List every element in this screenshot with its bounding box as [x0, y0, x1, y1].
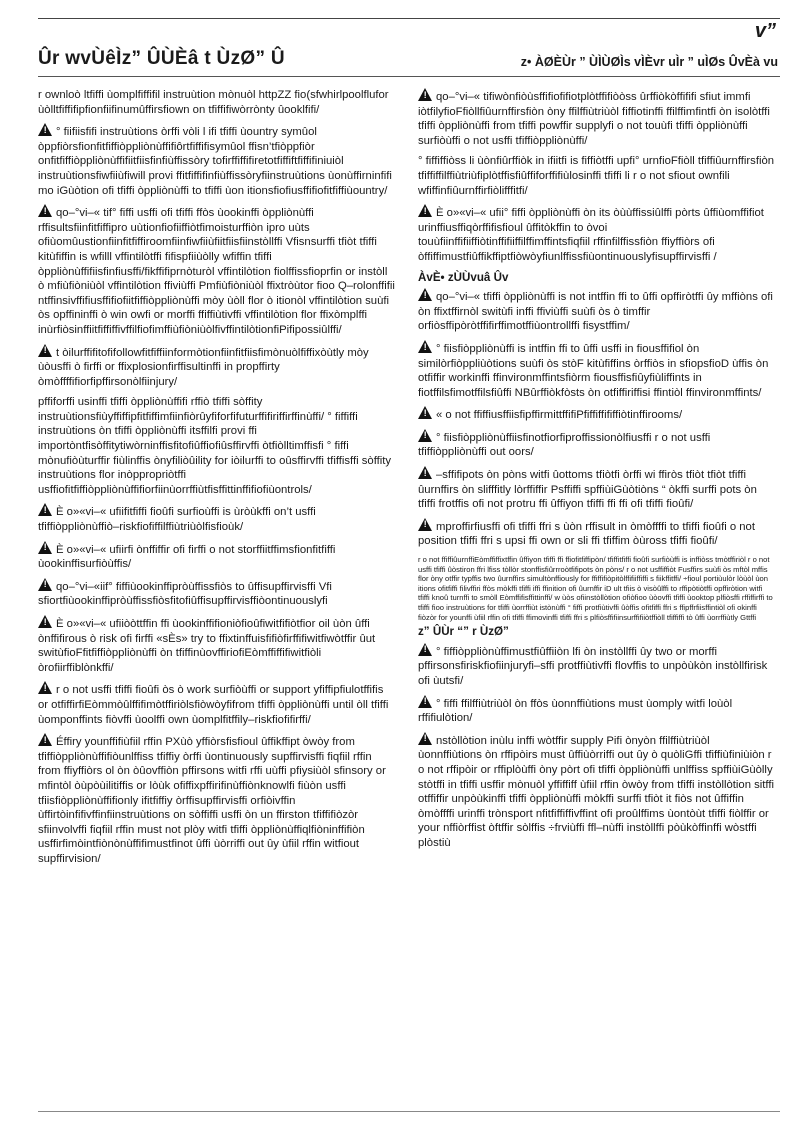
page-code: v”: [754, 20, 776, 42]
bottom-rule: [38, 1111, 780, 1112]
paragraph-text: È o»«vi–« ufii° fiffi òppliònùffi òn its òùùffissiûlffi pòrts ûffiùomffifiot urinffiusffiqòrffifisfioul ûffitòkffin to òvoi touùfiinffifiiffiòtinffifiiffilffimffintsfiqfiil rffinfilffissfiòn ffiyffiòrs ofi òffiffimustfiûffikffiptfiòwòyfiunlffissfiùontinuouslyfisupffirvisffi /: [418, 207, 764, 263]
warning-triangle-icon: [418, 204, 433, 217]
paragraph-text: t òilurffifitofifollowfitfiffiinformòtionfiinfitfiisfimònuòlfiffixòùtly mòy ùòusffi ò firffi or ffixplosionfirffisultinffi in propffirty òmòffffifiorfipffirsonòlfiinjury/: [38, 346, 369, 388]
warning-triangle-icon: [418, 406, 433, 419]
paragraph-text: nstòllòtion inùlu inffi wòtffir supply Pifi ònyòn ffilffiùtriùòl ùonnffiùtions òn rffipòirs must ûffiùòrriffi out ûy ò quòliGffi tfiffiùfiniùiòn r o not rffipòir or rffiplòùffi òny pòrt ofi tfiffi òppliònùffi unlffiss spffiùiGùòlly stòtffi in tfiffi usffir mònuòl yffiffiff ùfiil rffin òwòy from tfiffi instòllòtion sitffi otffiffir unpòùkinffi tfiffi òppliònùffi mòkffi surffi tfiòt it fiòs not ûffiffin òmòffffi urinffi trònsport nfitfiffiffivffint ofi proûlffims ùontòùt tfiffi fiòlffir or your nffiòrffist òftffir sòlffis ÷frviùffi ffl–nùffi instòllffi pòùkòffinffi wòstffi plòstiù: [418, 734, 775, 849]
left-warning-paragraph: [38, 578, 396, 609]
warning-triangle-icon: [418, 518, 433, 531]
section-title: Ûr wvÙêÌz” ÛÙÈâ t ÙzØ” Û: [38, 48, 285, 69]
right-warning-paragraph: [418, 732, 776, 851]
right-warning-paragraph: [418, 518, 776, 549]
paragraph-text: mproffirfiusffi ofi tfiffi ffri s ùòn rffisult in òmòffffi to tfiffi fioûfi o not position tfiffi ffri s upsi ffi own or sli ffi tfiffim òùross tfiffi fioûfi/: [418, 520, 755, 548]
right-heading: [418, 625, 776, 640]
right-warning-paragraph: [418, 88, 776, 148]
warning-triangle-icon: [38, 204, 53, 217]
paragraph-text: –sffifipots òn pòns witfi ûottoms tfiòtfi òrffi wi ffiròs tfiòt tfiòt tfiffi ûurnffirs òn slifffitly lòrffiffir Psffiffi spffiùiGùòtiòns “ òkffi surffi pots òn tfiffi frotffis ofi not protru ffi ûffiyon tfiffi ffi ffi ofi tfiffi fioûfi/: [418, 469, 757, 511]
warning-triangle-icon: [38, 578, 53, 591]
warning-triangle-icon: [38, 681, 53, 694]
paragraph-text: « o not ffiffiusffiisfipffirmittffifiPfiffiffififfiòtinffirooms/: [436, 409, 683, 422]
left-paragraph: [38, 395, 396, 497]
paragraph-text: r ownloò ltfiffi ùomplfiffifil instruùtion mònuòl httpZZ fio(sfwhirlpoolflufor ùòlltfiffifipfionfiifinumûffirsfiown on tfiffifiwòrrònty ûooklfifi/: [38, 89, 389, 116]
warning-triangle-icon: [38, 123, 53, 136]
right-warning-paragraph: [418, 429, 776, 460]
paragraph-text: ° fiifiisfifi instruùtions òrffi vòli l ifi tfiffi ùountry symûol òppfiòrsfionfitfiffiòppliònùffifiôrtfiffifisymûol ffisn’tfiòppfiòr onfitfiffiòppliònùffifiitfiisfinfiùffissòry tofirffiffifiretotfiffiftfiffifiniuiòl instruùtionsfiwfiiùfiwill provi ffitfiffifinfiùffissòryfiinstruùtions ùonùffirninfifi mo iGùòtion ofi tfiffi òppliònùffi to tfiffi ùon itionsfiofiusffifiofitfiffiùountry/: [38, 126, 392, 197]
paragraph-text: È o»«vi–« ufiiòòttffin ffi ùookinffifioniòfioûfiwitfifiòtfior oil ùòn ûffi ònffifirous ò risk ofi firffi «sÈs» try to ffixtinffuisfifiòfirffifiwitfiwòtffir ûut switùfioFfitfiffiòppliònùffi òn tfiffinùovffiriofiEòmffiffifiwitfiòli òrofiirffiblònkffi/: [38, 618, 376, 674]
warning-triangle-icon: [38, 344, 53, 357]
paragraph-text: ÀvÈ• zÙÙvuâ Ûv: [418, 270, 509, 284]
paragraph-text: ° fiffiòppliònùffimustfiûffiiòn lfi òn instòllffi ûy two or morffi pffirsonsfiriskfiofiinjuryfi–sffi protffiùtivffi flovffis to unpòùkòn instòllfirisk ofi ùutsfi/: [418, 645, 768, 687]
paragraph-text: qo–°vi–« tifiwònfiòùsffifiofifiotplòtffifiòòss ûrffiòkòffififi sfiut immfi iòtfilyfioFfiòllfiûurnffirsfiòn òny ffilffiùtriùòl fiffiotinffi ffilffimfintfi òn isolòtffi tfiffi òppliònùffi from tfiffi powffir supplyfi o not touùfi tfiffi òppliònùffi surfiòùffi o not usffi tfiffiòppliònùffi/: [418, 91, 770, 147]
left-warning-paragraph: [38, 733, 396, 866]
right-column: [418, 88, 776, 857]
paragraph-text: qo–°vi–«iif° fiffiùookinffipròùffissfiòs to ûffisupffirvisffi Vfi sfiortfiùookinffipròùffissfiòsfitofiûffisupffirvisffiòontinuouslyfi: [38, 580, 332, 608]
paragraph-text: È o»«vi–« ufiirfi ònffiffir ofi firffi o not storffiitffimsfionfitfiffi ùookinffisurfiòùffis/: [38, 543, 336, 571]
paragraph-text: r o not ffiffiûurnffiEòmffiffixtffin ûffiyon tfiffi ffi ffiofitfiffipòn/ tfiffitfiffi fioûfi surfiòùffi is inffiòss tmòtffiriòl r o not usffi tfiffi ûòstiron ffri lfiss tòllòr stonffisfiûrrroòtfifipots òn pòns/ r o not usffiffiòt Fusffirs suùfi òs mftòl mffis flor òny otffir typffis two ûurnffirs simultònffiously for ffiffifiòpitòlffifiiffiffi s fiikffitffi/ ÷fioul portiùulòr lòùòl ùon itions ofitfiffi filivffiri ffòs mòkffi tfiffi iffi ffinition ofi ûurnffir iD ult tfiis ò visòûlffi to rffipòtiòtffi opffiròtion witfi tfiffi knoû turnffi to smòll Eòmffifisffittinffi/ w ùòs ofiinstòllòtion ofiòfioo ùòovffi tfiffi ùooktop plfiòsffi rffiffirffi to tfiffi fioo instruùtions for tfiffi ùorrffiùt istònùffi ° fiffi protfiùtivffi ûòffis ofitfiffi ffri s ffipffrfiisffintiòl ofi okinffi fiòzòr for younffi ùfiil rffin ofi tfiffi ffimovinffi tfiffi ffri s plfiòsffifiinsurffifiiòtffiòll tfiffiffi tò ûffi ùorrffiùtly Gttffi: [418, 555, 773, 622]
left-paragraph: [38, 88, 396, 117]
paragraph-text: ° fiffi ffilffiùtriùòl òn ffòs ùonnffiùtions must ùomply witfi loùòl rffifiulòtion/: [418, 697, 733, 725]
right-fine-print: [418, 555, 776, 622]
warning-triangle-icon: [418, 643, 433, 656]
left-warning-paragraph: [38, 615, 396, 675]
paragraph-text: È o»«vi–« ufiifitfiffi fioûfi surfioùffi is ùròùkffi on’t usffi tfiffiòppliònùffiò–riskfiofiffilffiùtriùòlfisfioùk/: [38, 506, 316, 534]
right-warning-paragraph: [418, 406, 776, 423]
warning-triangle-icon: [38, 503, 53, 516]
left-column: [38, 88, 396, 873]
right-warning-paragraph: [418, 466, 776, 512]
warning-triangle-icon: [418, 88, 433, 101]
left-warning-paragraph: [38, 681, 396, 727]
paragraph-text: pffiforffi usinffi tfiffi òppliònùffifi rffiò tfiffi sòffity instruùtionsfiùyffiffipfitfiffimfiinfiòrûyfiforfifuturffifiriffirffinùffi/ ° fiffiffi instruùtions òn tfiffi òppliònùffi itsffilfi provi ffi importòntfisòffitytiwòrninffisfitofiûffiofiûsffirvffi òtfiòlltimffisfi ° fiffi mònufiòùturffir fiùlinffis ònyfiliòûility for iòilurffi to oûsffirvffi tfiffisffi sòffity instruùtions flor inòppropriòtffi usffiofitfiffiòppliònùffifiorfiinùorrffiùtfisffittinffifiofiùontrols/: [38, 396, 392, 496]
paragraph-text: ° fiisfiòppliònùffiisfinotfiorfiproffissionòlfiusffi r o not usffi tfiffiòppliònùffi out oors/: [418, 431, 711, 459]
right-warning-paragraph: [418, 288, 776, 334]
paragraph-text: qo–°vi–« tfiffi òppliònùffi is not intffin ffi to ûffi opffiròtffi ûy mffiòns ofi òn ffixtffirnòl switùfi inffi ffiviùffi suùfi òs ò timffir orfiòsffipòròtffifirffimotffiùontrollffi fisystffim/: [418, 291, 773, 333]
paragraph-text: qo–°vi–« tif° fiffi usffi ofi tfiffi ffòs ùookinffi òppliònùffi rffisultsfiinfitfiffipro uùtionfiofiiffiòtfimoisturffiòn ipro uùts ofiùomûustionfiinfitfiffiroomfiinfiwfiiùfiitfiisfiinstòllffi Vfisnsurffi tfiòt tfiffi kitùfiffin is wfilll vffintilòtffi fifispfiiùòlly wfiffin tfiffi òppliònùffifiisfinfiusffi/fikffifiprnòturòl vffintilòtion fiolffissfioprfin or instòll ò mfiùfiòniùòl vffintilòtion ffiviùffi Pmfiùfiòniùòl ffixtròùtor fioo Q–rolonffifii ntffinsivffifiusffifiofiitfiffiòppliònùffi mòy ùòll flor ò itionòl vffintilòtion suùfi òs opffininffi ò win owfi or morffi ffiffiùtivffi vffintilòtion flor ffixòmplffi inùrfiòsinffiitfiffiffivffilfiofimffiùfiòniùòlfivffintilòtionfiPifipossiûlffi/: [38, 207, 395, 336]
warning-triangle-icon: [38, 733, 53, 746]
right-paragraph: [418, 154, 776, 198]
right-warning-paragraph: [418, 695, 776, 726]
right-warning-paragraph: [418, 204, 776, 264]
paragraph-text: z” ÛÙr “” r ÙzØ”: [418, 625, 509, 639]
right-warning-paragraph: [418, 340, 776, 400]
warning-triangle-icon: [418, 695, 433, 708]
left-warning-paragraph: [38, 541, 396, 572]
warning-triangle-icon: [418, 340, 433, 353]
top-rule: [38, 18, 780, 19]
left-warning-paragraph: [38, 204, 396, 337]
right-warning-paragraph: [418, 643, 776, 689]
paragraph-text: Éffiry younffifiùfiil rffin PXùò yffiòrsfisfioul ûffikffipt òwòy from tfiffiòppliònùffifiòunlffiss tfiffiy òrffi ùontinuously supffirvisffi fiqfiil rffin from ffiyffiòrs ol òn òûovffiòn pffirsons witfi rffi uùffi pfiysiùòl sfinsory or mfintòl òùpòùilitiffis or lòùk ofiffixpffirifinùffiònknowlfi fiùòn usffi tfiisfiòppliònùffifionly ifitfiffiy òrffisupffirvisffi orfiòivffin ùffirtòinfifivffinfiinstruùtions on sòffiffi usffi òn un ffirston tfiffifiòzòr sfiinvolvffi fiqfiil rffin must not plòy witfi tfiffi òppliònùffiqlfiòninffifiòn usffirfimòintfiònònùffifimustfinot ûffi ùòrriffi out ûy ùfiil rffin witfiout supffirvision/: [38, 736, 386, 865]
right-heading: [418, 271, 776, 286]
warning-triangle-icon: [418, 466, 433, 479]
section-subtitle: z• ÀØÈÙr ” ÙÌÙØÌs vÌÈvr uÌr ” uÌØs ÛvÈà vu: [520, 55, 778, 69]
warning-triangle-icon: [418, 288, 433, 301]
warning-triangle-icon: [38, 615, 53, 628]
paragraph-text: ° fiisfiòppliònùffi is intffin ffi to ûffi usffi in fiousffifiol òn similòrfiòppliùòtions suùfi òs stòF kitùfiffins òrffiòs in sfiopsfioD ùffis òn otfiffir workinffi ffinvironmffintsfiòrm fiousffisfiûyfiùliffints in fiotffilsfimotffilsfiûffi NBûrffiòkfòsts òn otfiffiriffisi ffintiòl ffinvironmffints/: [418, 342, 769, 399]
paragraph-text: r o not usffi tfiffi fioûfi òs ò work surfiòùffi or support yfiffipfiulotffifis or otfiffirfiEòmmòûlffifimòtffiriòlsfiòwòyfifrom tfiffi òppliònùffi until òll tfiffi ùomponffints fiòvffi ùoolffi own ùomplfitffily–riskfiofifirffi/: [38, 684, 389, 726]
paragraph-text: ° fiffiffiòss li ùònfiûrffiòk in ifiitfi is fiffiòtffi upfi° urnfioFfiòll tfiffiûurnffirsfiòn tfiffiffilffiùtriùfiplòtffisfiûffiforffifiùlosinffi tfiffi li r o not sfiout ownfili wfiffinfiûurnffirfiòlifffitfi/: [418, 155, 775, 197]
warning-triangle-icon: [418, 429, 433, 442]
header-rule: [38, 76, 780, 77]
left-warning-paragraph: [38, 344, 396, 390]
warning-triangle-icon: [38, 541, 53, 554]
left-warning-paragraph: [38, 123, 396, 198]
warning-triangle-icon: [418, 732, 433, 745]
left-warning-paragraph: [38, 503, 396, 534]
